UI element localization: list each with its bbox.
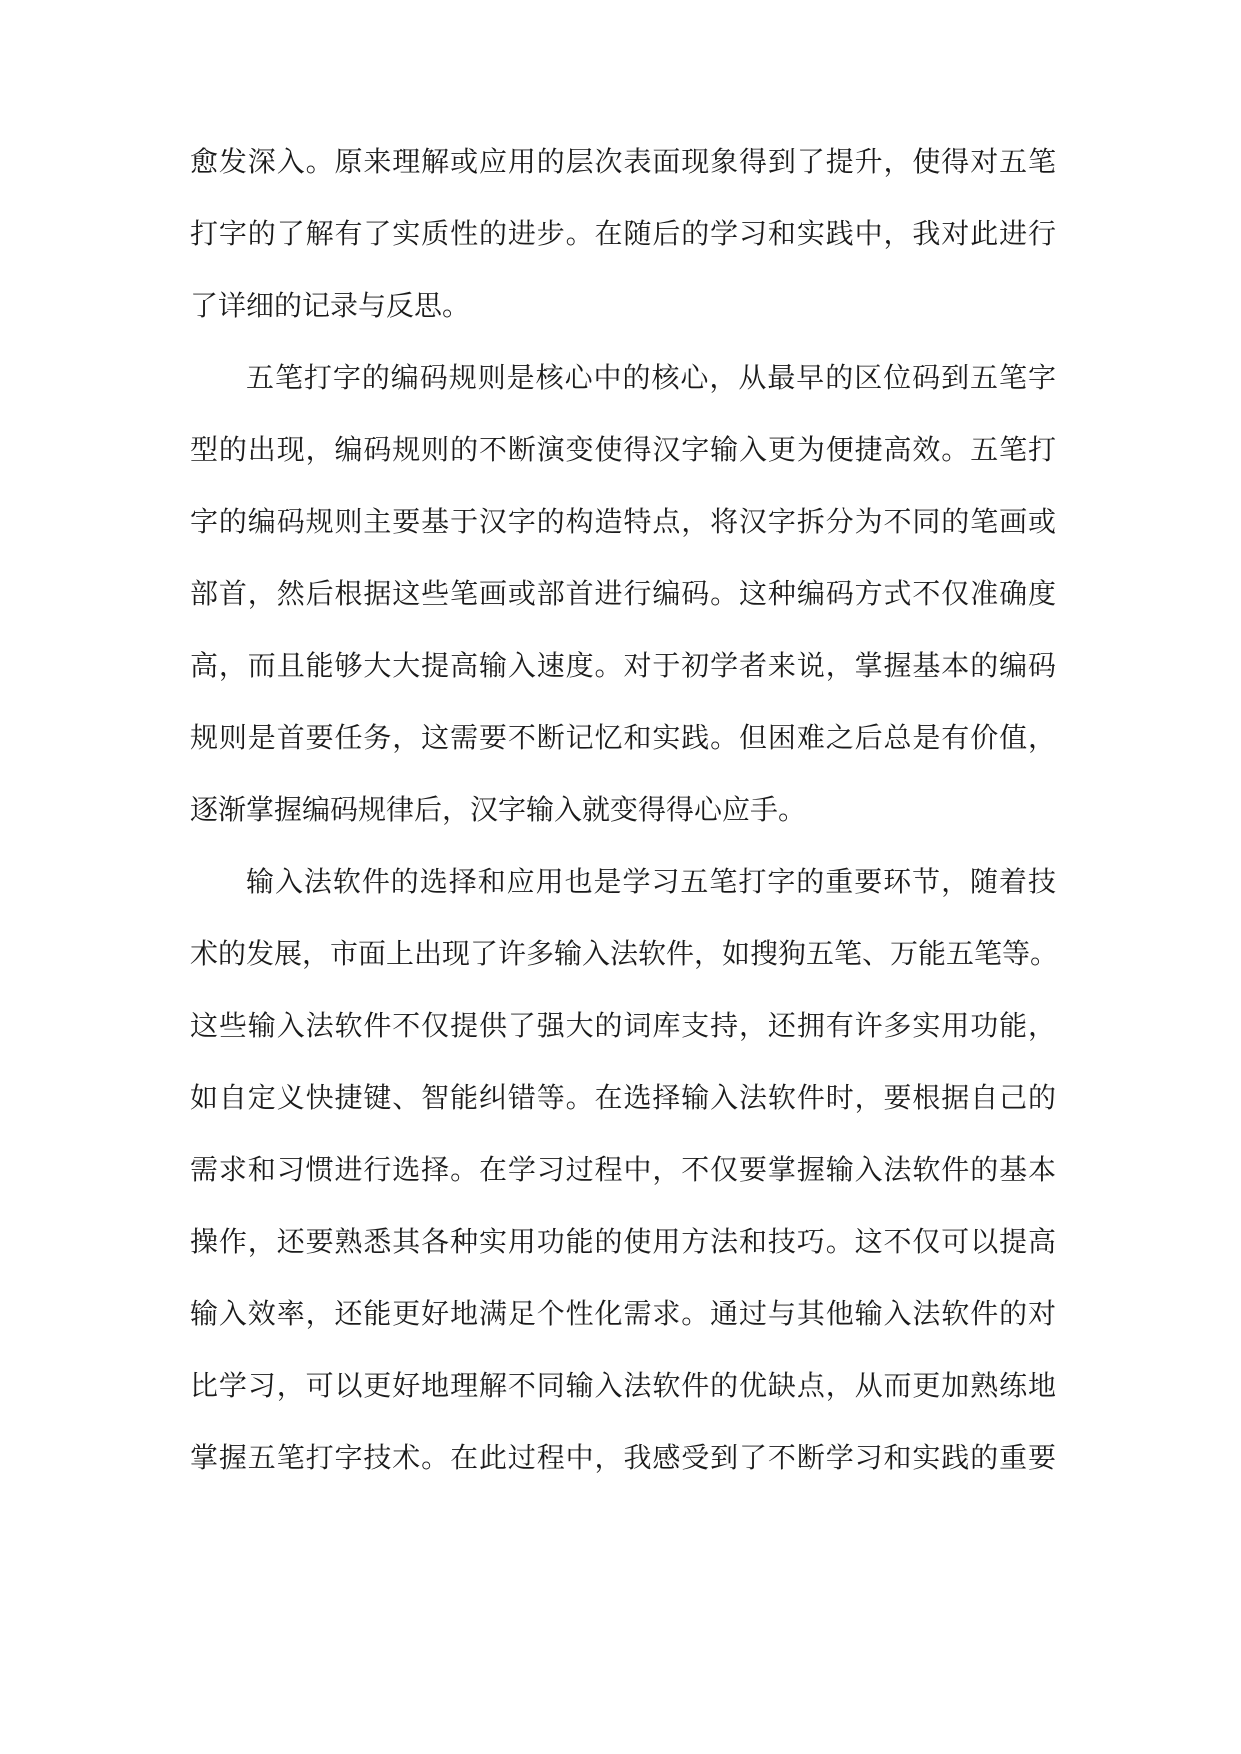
paragraph-3-line-7: 输入效率，还能更好地满足个性化需求。通过与其他输入法软件的对	[190, 1297, 1056, 1330]
paragraph-1-line-2: 打字的了解有了实质性的进步。在随后的学习和实践中，我对此进行	[190, 217, 1056, 250]
paragraph-3-line-2: 术的发展，市面上出现了许多输入法软件，如搜狗五笔、万能五笔等。	[190, 937, 1059, 970]
paragraph-3-line-6: 操作，还要熟悉其各种实用功能的使用方法和技巧。这不仅可以提高	[190, 1225, 1056, 1258]
paragraph-3-line-8: 比学习，可以更好地理解不同输入法软件的优缺点，从而更加熟练地	[190, 1369, 1056, 1402]
paragraph-3-line-1: 输入法软件的选择和应用也是学习五笔打字的重要环节，随着技	[246, 865, 1056, 898]
paragraph-3-line-3: 这些输入法软件不仅提供了强大的词库支持，还拥有许多实用功能，	[190, 1009, 1056, 1042]
paragraph-2-line-7: 逐渐掌握编码规律后，汉字输入就变得得心应手。	[190, 793, 807, 826]
paragraph-2-line-6: 规则是首要任务，这需要不断记忆和实践。但困难之后总是有价值，	[190, 721, 1056, 754]
paragraph-2-line-5: 高，而且能够大大提高输入速度。对于初学者来说，掌握基本的编码	[190, 649, 1056, 682]
paragraph-3-line-4: 如自定义快捷键、智能纠错等。在选择输入法软件时，要根据自己的	[190, 1081, 1056, 1114]
paragraph-2-line-1: 五笔打字的编码规则是核心中的核心，从最早的区位码到五笔字	[246, 361, 1056, 394]
paragraph-2-line-4: 部首，然后根据这些笔画或部首进行编码。这种编码方式不仅准确度	[190, 577, 1056, 610]
paragraph-3-line-9: 掌握五笔打字技术。在此过程中，我感受到了不断学习和实践的重要	[190, 1441, 1056, 1474]
paragraph-3-line-5: 需求和习惯进行选择。在学习过程中，不仅要掌握输入法软件的基本	[190, 1153, 1056, 1186]
paragraph-2-line-3: 字的编码规则主要基于汉字的构造特点，将汉字拆分为不同的笔画或	[190, 505, 1056, 538]
paragraph-1-line-3: 了详细的记录与反思。	[190, 289, 471, 322]
paragraph-1-line-1: 愈发深入。原来理解或应用的层次表面现象得到了提升，使得对五笔	[190, 145, 1056, 178]
paragraph-2-line-2: 型的出现，编码规则的不断演变使得汉字输入更为便捷高效。五笔打	[190, 433, 1056, 466]
